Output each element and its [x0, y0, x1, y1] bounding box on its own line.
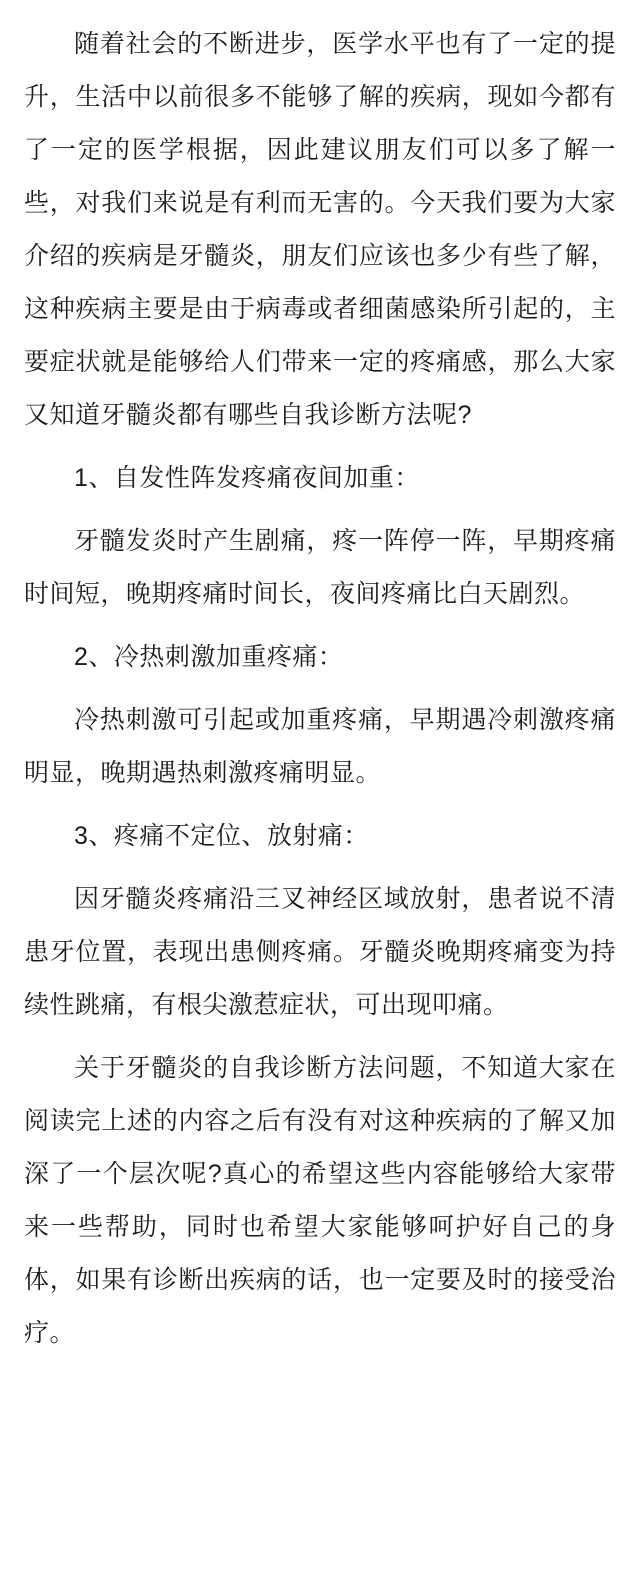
paragraph-item-2-heading: 2、冷热刺激加重疼痛：: [74, 643, 344, 671]
paragraph-intro: 随着社会的不断进步，医学水平也有了一定的提升，生活中以前很多不能够了解的疾病，现如今都有了一定的医学根据，因此建议朋友们可以多了解一些，对我们来说是有利而无害的。今天我们要为大家介绍的疾病是牙髓炎，朋友们应该也多少有些了解，这种疾病主要是由于病毒或者细菌感染所引起的，主要症状就是能够给人们带来一定的疼痛感，那么大家又知道牙髓炎都有哪些自我诊断方法呢?: [24, 30, 616, 429]
paragraph-item-1-body: 牙髓发炎时产生剧痛，疼一阵停一阵，早期疼痛时间短，晚期疼痛时间长，夜间疼痛比白天剧烈。: [24, 527, 616, 608]
paragraph-item-3-heading: 3、疼痛不定位、放射痛：: [74, 822, 369, 850]
paragraph-item-2-body: 冷热刺激可引起或加重疼痛，早期遇冷刺激疼痛明显，晚期遇热刺激疼痛明显。: [24, 706, 616, 787]
paragraph-conclusion: 关于牙髓炎的自我诊断方法问题，不知道大家在阅读完上述的内容之后有没有对这种疾病的了解又加深了一个层次呢?真心的希望这些内容能够给大家带来一些帮助，同时也希望大家能够呵护好自己的身体，如果有诊断出疾病的话，也一定要及时的接受治疗。: [24, 1054, 616, 1347]
paragraph-item-3-body: 因牙髓炎疼痛沿三叉神经区域放射，患者说不清患牙位置，表现出患侧疼痛。牙髓炎晚期疼痛变为持续性跳痛，有根尖激惹症状，可出现叩痛。: [24, 885, 616, 1019]
paragraph-item-1-heading: 1、自发性阵发疼痛夜间加重：: [74, 464, 420, 492]
